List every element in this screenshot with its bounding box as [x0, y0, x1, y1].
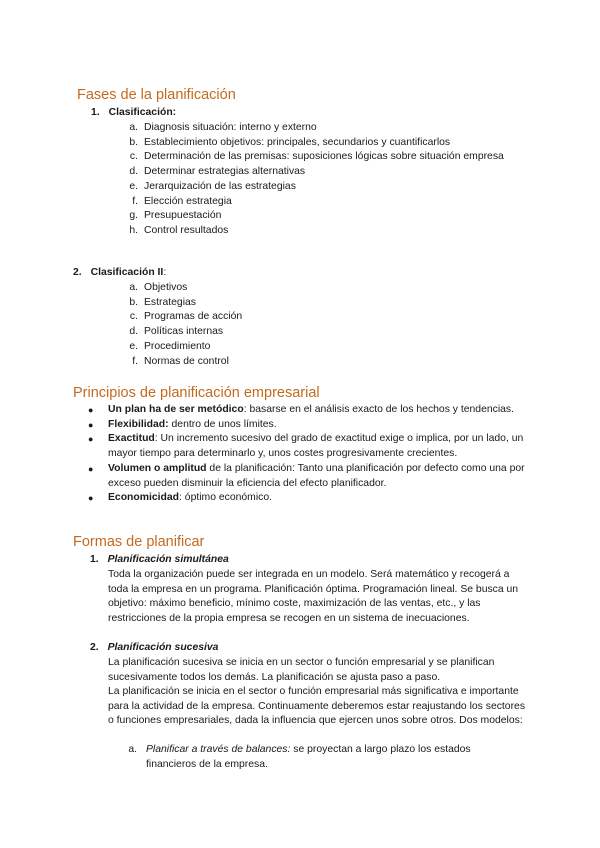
list-item: ● Economicidad: óptimo económico.: [108, 491, 533, 506]
list-item: c. Determinación de las premisas: suposiciones lógicas sobre situación empresa: [129, 151, 504, 163]
list-item: d. Políticas internas: [129, 326, 224, 338]
list1-number: 1.: [91, 107, 100, 118]
bullet-icon: ●: [88, 493, 94, 504]
bullet-icon: ●: [88, 419, 94, 430]
list1-label: Clasificación:: [108, 107, 177, 118]
bullet-icon: ●: [88, 434, 94, 445]
list-item: c. Programas de acción: [129, 311, 243, 323]
bullet-icon: ●: [88, 463, 94, 474]
list-item: g. Presupuestación: [129, 210, 222, 222]
forma2-sublist: [128, 743, 516, 772]
list-item: f. Elección estrategia: [132, 195, 232, 207]
forma1-text: Toda la organización puede ser integrada en un modelo. Será matemático y recogerá a toda la empresa en un programa. Planificación óptima. Programación lineal. Se busca un objetivo: máximo beneficio, mínimo coste, maximización de las ventas, etc., y las restricciones de la propia empresa se recogen en un sistema de inecuaciones.: [108, 569, 519, 625]
list-item: e. Jerarquización de las estrategias: [129, 180, 296, 192]
forma1-number: 1.: [90, 554, 99, 565]
list-item: a. Diagnosis situación: interno y externo: [129, 122, 317, 133]
forma2-header: [90, 641, 218, 656]
list-item: ● Flexibilidad: dentro de unos límites.: [108, 418, 533, 433]
forma2-text1: La planificación sucesiva se inicia en un sector o función empresarial y se planifican sucesivamente todos los demás. La planificación se ajusta paso a paso.: [108, 657, 495, 683]
forma2-text2: La planificación se inicia en el sector o función empresarial más significativa e importante para la actividad de la empresa. Continuamente deberemos estar reajustando los sectores o funciones empresariales, dada la influencia que ejercen unos sobre otros. Dos modelos:: [108, 686, 526, 727]
forma2-number: 2.: [90, 642, 99, 653]
principles-list: [88, 403, 533, 506]
list-item: ● Un plan ha de ser metódico: basarse en el análisis exacto de los hechos y tendencias.: [108, 403, 533, 418]
forma1-header: [90, 553, 229, 568]
list2-number: 2.: [73, 267, 82, 278]
bullet-icon: ●: [88, 405, 94, 415]
list-item: a. Planificar a través de balances: se proyectan a largo plazo los estados financieros de la empresa.: [128, 744, 471, 770]
list1-header: [91, 106, 176, 121]
list-item: ● Volumen o amplitud de la planificación: Tanto una planificación por defecto como una por exceso pueden disminuir la eficiencia del efecto planificador.: [88, 462, 525, 489]
list-item: f. Normas de control: [132, 355, 229, 367]
list-item: e. Procedimiento: [129, 340, 211, 352]
list-item: h. Control resultados: [129, 224, 229, 236]
heading-formas: Formas de planificar: [73, 534, 205, 550]
heading-principios: Principios de planificación empresarial: [73, 385, 320, 401]
list-item: b. Establecimiento objetivos: principales, secundarios y cuantificarlos: [129, 136, 451, 148]
list2-label: Clasificación II: [90, 267, 164, 278]
list-item: a. Objetivos: [129, 282, 188, 293]
list2-header: 2. Clasificación II:: [73, 267, 167, 278]
list-item: ● Exactitud: Un incremento sucesivo del grado de exactitud exige o implica, por un lado, un mayor tiempo para determinarlo y, unos costes progresivamente crecientes.: [88, 433, 524, 460]
forma2-title: Planificación sucesiva: [107, 642, 219, 653]
list-item: d. Determinar estrategias alternativas: [129, 166, 306, 178]
heading-fases: Fases de la planificación: [77, 87, 236, 103]
list1-items: [129, 121, 504, 239]
list-item: b. Estrategias: [129, 296, 196, 308]
list2-items: [129, 281, 504, 369]
forma1-title: Planificación simultánea: [107, 554, 229, 565]
